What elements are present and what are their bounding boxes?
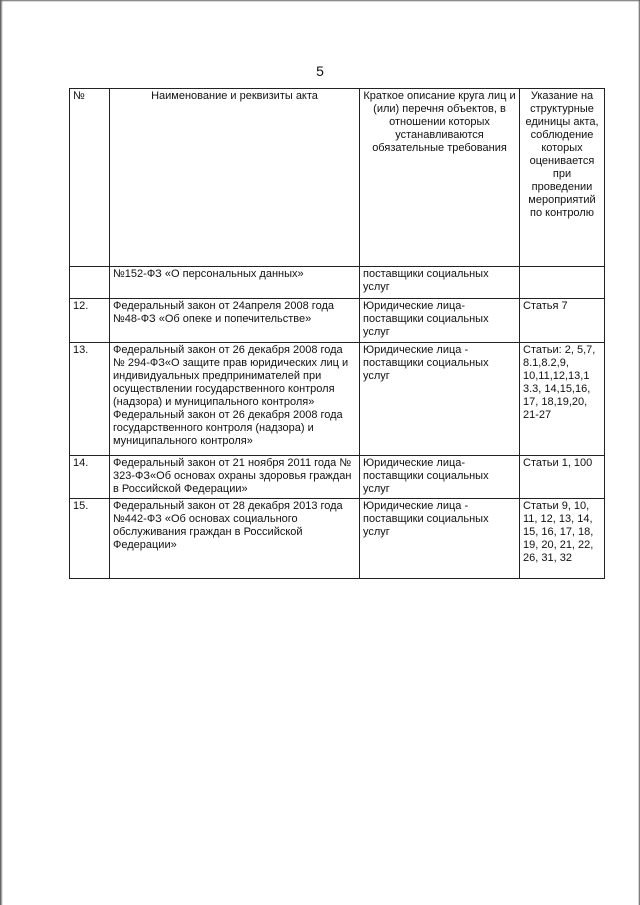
row-description: Юридические лица-поставщики социальных услуг bbox=[360, 456, 520, 499]
row-number: 12. bbox=[70, 299, 110, 343]
scan-top-edge bbox=[0, 0, 640, 2]
scan-left-edge bbox=[0, 0, 3, 905]
row-description: поставщики социальных услуг bbox=[360, 267, 520, 299]
row-number: 15. bbox=[70, 499, 110, 579]
table-row bbox=[70, 456, 605, 499]
table-row bbox=[70, 299, 605, 343]
table-header-row bbox=[70, 89, 605, 267]
row-description: Юридические лица - поставщики социальных услуг bbox=[360, 343, 520, 456]
table-row bbox=[70, 343, 605, 456]
row-articles: Статьи: 2, 5,7, 8.1,8.2,9, 10,11,12,13,1 3.3, 14,15,16, 17, 18,19,20, 21-27 bbox=[520, 343, 605, 456]
row-act-name: Федеральный закон от 28 декабря 2013 года №442-ФЗ «Об основах социального обслуживания граждан в Российской Федерации» bbox=[110, 499, 360, 579]
row-act-name: Федеральный закон от 21 ноября 2011 года № 323-ФЗ«Об основах охраны здоровья граждан в Российской Федерации» bbox=[110, 456, 360, 499]
header-articles: Указание на структурные единицы акта, соблюдение которых оцениваетcя при проведении мероприятий по контролю bbox=[520, 89, 605, 267]
row-articles: Статьи 9, 10, 11, 12, 13, 14, 15, 16, 17, 18, 19, 20, 21, 22, 26, 31, 32 bbox=[520, 499, 605, 579]
header-number: № bbox=[70, 89, 110, 267]
row-number: 13. bbox=[70, 343, 110, 456]
table-row-continuation bbox=[70, 267, 605, 299]
row-description: Юридические лица-поставщики социальных услуг bbox=[360, 299, 520, 343]
row-articles bbox=[520, 267, 605, 299]
row-number: 14. bbox=[70, 456, 110, 499]
row-description: Юридические лица - поставщики социальных услуг bbox=[360, 499, 520, 579]
row-act-name: №152-ФЗ «О персональных данных» bbox=[110, 267, 360, 299]
row-act-name: Федеральный закон от 26 декабря 2008 года № 294-ФЗ«О защите прав юридических лиц и индивидуальных предпринимателей при осуществлении государственного контроля (надзора) и муниципального контроля» Федеральный закон от 26 декабря 2008 года государственного контроля (надзора) и муниципального контроля» bbox=[110, 343, 360, 456]
row-number bbox=[70, 267, 110, 299]
row-articles: Статьи 1, 100 bbox=[520, 456, 605, 499]
legal-acts-table bbox=[69, 88, 605, 579]
row-articles: Статья 7 bbox=[520, 299, 605, 343]
page-number: 5 bbox=[316, 63, 324, 79]
header-description: Краткое описание круга лиц и (или) перечня объектов, в отношении которых устанавливаются обязательные требования bbox=[360, 89, 520, 267]
row-act-name: Федеральный закон от 24апреля 2008 года №48-ФЗ «Об опеке и попечительстве» bbox=[110, 299, 360, 343]
header-act-name: Наименование и реквизиты акта bbox=[110, 89, 360, 267]
table-row bbox=[70, 499, 605, 579]
